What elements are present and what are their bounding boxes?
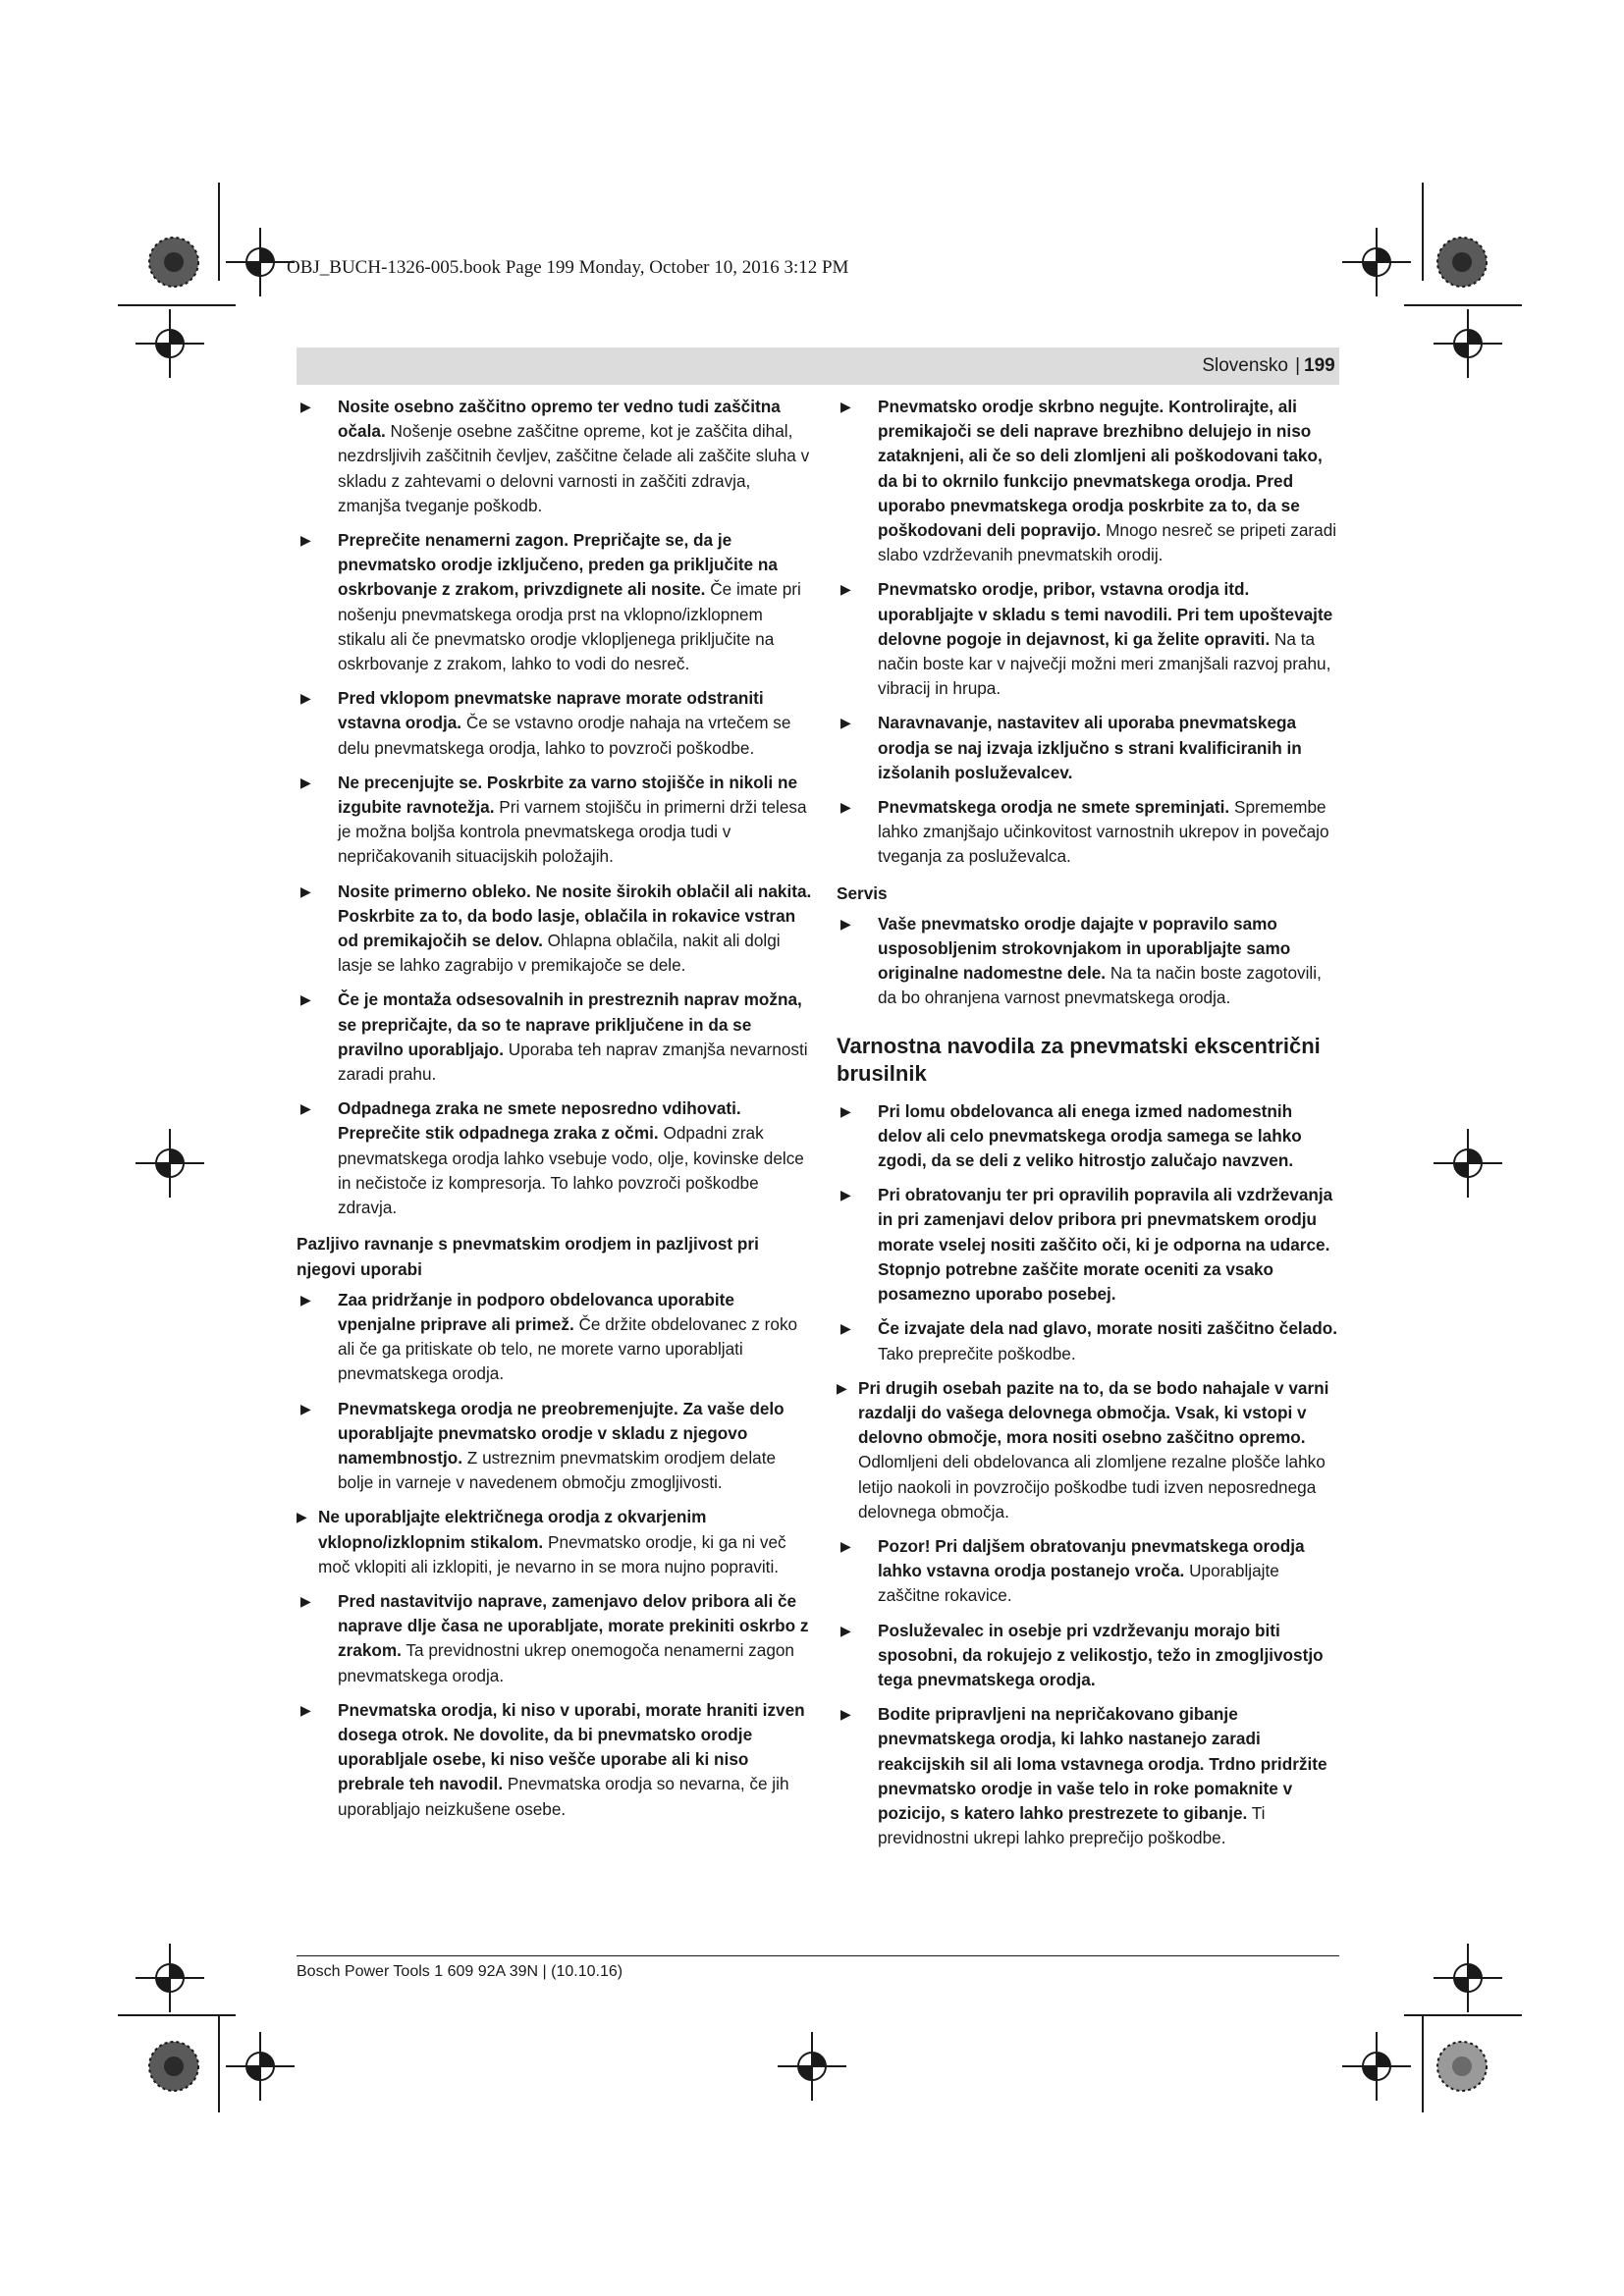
item-text: Na ta način boste kar v največji možni meri zmanjšali razvoj prahu, vibracij in hrupa.: [878, 628, 1331, 699]
item-bold-text: Pri lomu obdelovanca ali enega izmed nadomestnih delov ali celo pnevmatskega orodja samega se lahko zgodi, da se deli z veliko hitrostjo zalučajo navzven.: [878, 1100, 1302, 1171]
item-bold-text: Nosite osebno zaščitno opremo ter vedno tudi zaščitna očala.: [338, 397, 781, 442]
item-text: Če se vstavno orodje nahaja na vrtečem se delu pnevmatskega orodja, lahko to povzroči poškodbe.: [338, 713, 791, 758]
bullet-arrow-icon: ▶: [300, 1100, 311, 1117]
item-bold-text: Pri obratovanju ter pri opravilih popravila ali vzdrževanja in pri zamenjavi delov pribora pri pnevmatskem orodju morate vselej nositi zaščito oči, ki je odporna na udarce. Stopnjo potrebne zaščite morate oceniti za vsako posamezno uporabo posebej.: [878, 1185, 1333, 1305]
header-language: Slovensko: [1202, 355, 1288, 376]
safety-list: [837, 395, 1339, 870]
list-item: [297, 988, 815, 1087]
bullet-arrow-icon: ▶: [300, 532, 311, 549]
item-bold-text: Nosite primerno obleko. Ne nosite širokih oblačil ali nakita. Poskrbite za to, da bodo lasje, oblačila in rokavice vstran od premikajočih se delov.: [338, 881, 812, 951]
running-header: [297, 347, 1339, 385]
registration-target-icon: [135, 1944, 204, 2012]
registration-target-icon: [1342, 228, 1411, 296]
safety-list: [837, 912, 1339, 1011]
registration-target-icon: [778, 2032, 846, 2101]
list-item: [297, 1698, 815, 1822]
item-bold-text: Zaa pridržanje in podporo obdelovanca uporabite vpenjalne priprave ali primež.: [338, 1289, 734, 1334]
item-bold-text: Pred nastavitvijo naprave, zamenjavo delov pribora ali če naprave dlje časa ne uporabljate, morate prekiniti oskrbo z zrakom.: [338, 1590, 809, 1661]
registration-target-icon: [135, 1129, 204, 1198]
bullet-arrow-icon: ▶: [300, 1701, 311, 1718]
list-item: [297, 1589, 815, 1688]
item-bold-text: Preprečite nenamerni zagon. Prepričajte se, da je pnevmatsko orodje izklјučeno, preden ga priključite na oskrbovanje z zrakom, privzdignete ali nosite.: [338, 530, 778, 600]
bullet-arrow-icon: ▶: [300, 991, 311, 1008]
registration-target-icon: [226, 228, 295, 296]
item-text: Ta previdnostni ukrep onemogoča nenamerni zagon pnevmatskega orodja.: [338, 1640, 794, 1685]
item-bold-text: Posluževalec in osebje pri vzdrževanju morajo biti sposobni, da rokujejo z velikostjo, težo in zmogljivostjo tega pnevmatskega orodja.: [878, 1620, 1324, 1689]
list-item: [837, 1376, 1339, 1524]
item-bold-text: Pnevmatsko orodje skrbno negujte. Kontrolirajte, ali premikajoči se deli naprave brezhibno delujejo in niso zataknjeni, ali če so deli zlomljeni ali poškodovani tako, da bi to okrnilo funkcijo pnevmatskega orodja. Pred uporabo pnevmatskega orodja poskrbite za to, da se poškodovani deli popravijo.: [878, 397, 1323, 541]
footer-divider: [297, 1955, 1339, 1956]
bullet-arrow-icon: ▶: [840, 915, 851, 932]
item-bold-text: Pnevmatskega orodja ne preobremenjujte. Za vaše delo uporabljajte pnevmatsko orodje v skladu z njegovo namembnostjo.: [338, 1398, 785, 1468]
item-text: Mnogo nesreč se pripeti zaradi slabo vzdrževanih pnevmatskih orodij.: [878, 520, 1337, 565]
list-item: [297, 686, 815, 761]
list-item: [837, 1099, 1339, 1174]
registration-target-icon: [135, 309, 204, 378]
item-text: Na ta način boste zagotovili, da bo ohranjena varnost pnevmatskega orodja.: [878, 963, 1322, 1008]
registration-target-icon: [1434, 1129, 1502, 1198]
bullet-arrow-icon: ▶: [840, 1537, 851, 1554]
list-item: [837, 795, 1339, 870]
registration-target-icon: [1434, 309, 1502, 378]
item-bold-text: Bodite pripravljeni na nepričakovano gibanje pnevmatskega orodja, ki lahko nastanejo zaradi reakcijskih sil ali loma vstavnega orodja. Trdno pridržite pnevmatsko orodje in vaše telo in roke pomaknite v pozicijo, s katero lahko prestrezete to gibanje.: [878, 1704, 1327, 1823]
item-text: Tako preprečite poškodbe.: [878, 1343, 1076, 1363]
item-text: Ti previdnostni ukrepi lahko preprečijo poškodbe.: [878, 1802, 1266, 1848]
bullet-arrow-icon: ▶: [840, 799, 851, 816]
item-text: Z ustreznim pnevmatskim orodjem delate bolje in varneje v navedenem območju zmogljivosti.: [338, 1447, 777, 1493]
list-item: [837, 1534, 1339, 1609]
list-item: [297, 771, 815, 870]
item-text: Pnevmatsko orodje, ki ga ni več moč vklopiti ali izklopiti, je nevarno in se mora nujno popraviti.: [318, 1531, 786, 1576]
list-item: [297, 1397, 815, 1496]
item-bold-text: Če je montaža odsesovalnih in prestreznih naprav možna, se prepričajte, da so te naprave priključene in da se pravilno uporabljajo.: [338, 989, 802, 1059]
color-wheel-icon: [1435, 2040, 1489, 2093]
bullet-arrow-icon: ▶: [840, 1187, 851, 1203]
list-item: [837, 1316, 1339, 1365]
list-item: [297, 1505, 815, 1579]
bullet-arrow-icon: ▶: [840, 715, 851, 731]
item-text: Spremembe lahko zmanjšajo učinkovitost varnostnih ukrepov in povečajo tveganja za posluževalca.: [878, 797, 1329, 867]
bullet-arrow-icon: ▶: [840, 1706, 851, 1723]
item-bold-text: Pnevmatsko orodje, pribor, vstavna orodja itd. uporabljajte v skladu s temi navodili. Pri tem upoštevajte delovne pogoje in dejavnost, ki ga želite opraviti.: [878, 579, 1333, 649]
list-item: [837, 1619, 1339, 1693]
list-item: [297, 1288, 815, 1387]
bullet-arrow-icon: ▶: [300, 1592, 311, 1609]
item-text: Odpadni zrak pnevmatskega orodja lahko vsebuje vodo, olje, kovinske delce in nečistoče iz kompresorja. To lahko povzroči poškodbe zdravja.: [338, 1123, 804, 1218]
list-item: [297, 528, 815, 676]
item-text: Odlomljeni deli obdelovanca ali zlomljene rezalne plošče lahko letijo naokoli in povzročijo poškodbe tudi izven neposrednega delovnega območja.: [858, 1452, 1326, 1522]
item-text: Če držite obdelovanec z roko ali če ga pritiskate ob telo, ne morete varno uporabljati pnevmatskega orodja.: [338, 1313, 798, 1384]
bullet-arrow-icon: ▶: [840, 1102, 851, 1119]
bullet-arrow-icon: ▶: [840, 1622, 851, 1638]
color-wheel-icon: [1435, 236, 1489, 289]
item-bold-text: Če izvajate dela nad glavo, morate nositi zaščitno čelado.: [878, 1318, 1338, 1339]
bullet-arrow-icon: ▶: [840, 399, 851, 414]
item-text: Pnevmatska orodja so nevarna, če jih uporabljajo neizkušene osebe.: [338, 1774, 789, 1819]
page-number: 199: [1304, 355, 1335, 376]
list-item: [297, 880, 815, 979]
item-bold-text: Ne precenjujte se. Poskrbite za varno stojišče in nikoli ne izgubite ravnotežja.: [338, 772, 798, 818]
registration-target-icon: [1342, 2032, 1411, 2101]
item-bold-text: Ne uporabljajte električnega orodja z okvarjenim vklopno/izklopnim stikalom.: [318, 1507, 707, 1552]
chapter-title: Varnostna navodila za pnevmatski ekscentrični brusilnik: [837, 1033, 1321, 1086]
section-title: Pazljivo ravnanje s pnevmatskim orodjem in pazljivost pri njegovi uporabi: [297, 1234, 759, 1279]
safety-list: [297, 1288, 815, 1822]
item-text: Uporabljajte zaščitne rokavice.: [878, 1561, 1279, 1606]
bullet-arrow-icon: ▶: [300, 1400, 311, 1416]
item-bold-text: Pnevmatskega orodja ne smete spreminjati.: [878, 797, 1230, 818]
item-bold-text: Naravnavanje, nastavitev ali uporaba pnevmatskega orodja se naj izvaja izključno s strani kvalificiranih in izšolanih posluževalcev.: [878, 713, 1302, 782]
item-text: Pri varnem stojišču in primerni drži telesa je možna boljša kontrola pnevmatskega orodja tudi v nepričakovanih situacijskih položajih.: [338, 797, 807, 867]
item-bold-text: Pnevmatska orodja, ki niso v uporabi, morate hraniti izven dosega otrok. Ne dovolite, da bi pnevmatsko orodje uporabljale osebe, ki niso vešče uporabe ali ki niso prebrale teh navodil.: [338, 1699, 805, 1794]
list-item: [297, 395, 815, 518]
list-item: [837, 1702, 1339, 1850]
item-text: Ohlapna oblačila, nakit ali dolgi lasje se lahko zagrabijo v premikajoče se dele.: [338, 931, 781, 976]
header-separator: |: [1295, 355, 1300, 376]
item-text: Uporaba teh naprav zmanjša nevarnosti zaradi prahu.: [338, 1039, 808, 1085]
item-bold-text: Odpadnega zraka ne smete neposredno vdihovati. Preprečite stik odpadnega zraka z očmi.: [338, 1098, 741, 1144]
print-header: OBJ_BUCH-1326-005.book Page 199 Monday, October 10, 2016 3:12 PM: [287, 257, 849, 278]
item-bold-text: Pred vklopom pnevmatske naprave morate odstraniti vstavna orodja.: [338, 688, 764, 733]
bullet-arrow-icon: ▶: [297, 1509, 307, 1525]
item-bold-text: Pri drugih osebah pazite na to, da se bodo nahajale v varni razdalji do vašega delovnega območja. Vsak, ki vstopi v delovno območje, mora nositi osebno zaščitno opremo.: [858, 1377, 1329, 1448]
list-item: [297, 1096, 815, 1220]
bullet-arrow-icon: ▶: [300, 690, 311, 707]
bullet-arrow-icon: ▶: [300, 399, 311, 414]
list-item: [837, 1183, 1339, 1307]
section-title-servis: Servis: [837, 882, 888, 903]
item-text: Nošenje osebne zaščitne opreme, kot je zaščita dihal, nezdrsljivih zaščitnih čevljev, zaščitne čelade ali zaščite sluha v skladu z zahtevami o delovni varnosti in zaščiti zdravja, zmanjša tveganje poškodb.: [338, 421, 810, 515]
bullet-arrow-icon: ▶: [300, 774, 311, 790]
list-item: [837, 912, 1339, 1011]
registration-target-icon: [226, 2032, 295, 2101]
color-wheel-icon: [147, 236, 200, 289]
list-item: [837, 711, 1339, 785]
bullet-arrow-icon: ▶: [840, 1320, 851, 1337]
bullet-arrow-icon: ▶: [837, 1379, 847, 1396]
list-item: [837, 395, 1339, 567]
item-text: Če imate pri nošenju pnevmatskega orodja prst na vklopno/izklopnem stikalu ali če pnevmatsko orodje vklopljenega priključite na oskrbovanje z zrakom, lahko to vodi do nesreč.: [338, 579, 801, 674]
footer-text: Bosch Power Tools 1 609 92A 39N | (10.10.16): [297, 1963, 623, 1980]
bullet-arrow-icon: ▶: [300, 1291, 311, 1308]
bullet-arrow-icon: ▶: [840, 581, 851, 598]
safety-list: [837, 1099, 1339, 1851]
color-wheel-icon: [147, 2040, 200, 2093]
registration-target-icon: [1434, 1944, 1502, 2012]
safety-list: [297, 395, 815, 1220]
bullet-arrow-icon: ▶: [300, 882, 311, 899]
left-column: [297, 395, 815, 1832]
item-bold-text: Vaše pnevmatsko orodje dajajte v popravilo samo usposobljenim strokovnjakom in uporabljajte samo originalne nadomestne dele.: [878, 913, 1291, 984]
list-item: [837, 577, 1339, 701]
item-bold-text: Pozor! Pri daljšem obratovanju pnevmatskega orodja lahko vstavna orodja postanejo vroča.: [878, 1535, 1305, 1581]
right-column: [837, 395, 1339, 1860]
